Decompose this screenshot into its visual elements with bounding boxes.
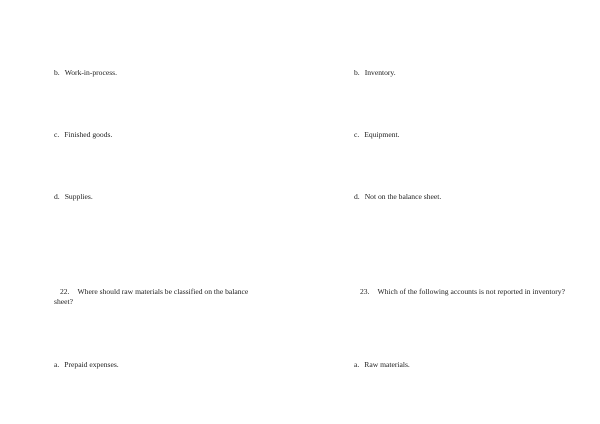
right-column [354,0,574,424]
option-letter: a. [354,360,360,369]
answer-option-c [354,130,400,140]
option-text: Not on the balance sheet. [364,192,442,201]
question-text: Where should raw materials be classified on the balance sheet? [54,287,249,306]
option-text: Supplies. [64,192,93,201]
question-number: 23. [360,287,370,296]
option-text: Inventory. [364,68,396,77]
option-letter: d. [354,192,360,201]
left-column [54,0,274,424]
option-text: Prepaid expenses. [64,360,119,369]
answer-option-a [354,360,410,370]
option-letter: a. [54,360,60,369]
option-text: Equipment. [364,130,400,139]
option-letter: b. [354,68,360,77]
answer-option-b [354,68,396,78]
answer-option-b [54,68,117,78]
answer-option-c [54,130,112,140]
question-text: Which of the following accounts is not reported in inventory? [377,287,565,296]
option-letter: c. [54,130,60,139]
question-23 [354,287,569,297]
option-letter: d. [54,192,60,201]
option-letter: c. [354,130,360,139]
answer-option-d [54,192,93,202]
question-number: 22. [60,287,70,296]
option-text: Work-in-process. [64,68,118,77]
answer-option-d [354,192,441,202]
option-text: Raw materials. [364,360,410,369]
option-text: Finished goods. [64,130,113,139]
question-22 [54,287,269,306]
option-letter: b. [54,68,60,77]
answer-option-a [54,360,119,370]
